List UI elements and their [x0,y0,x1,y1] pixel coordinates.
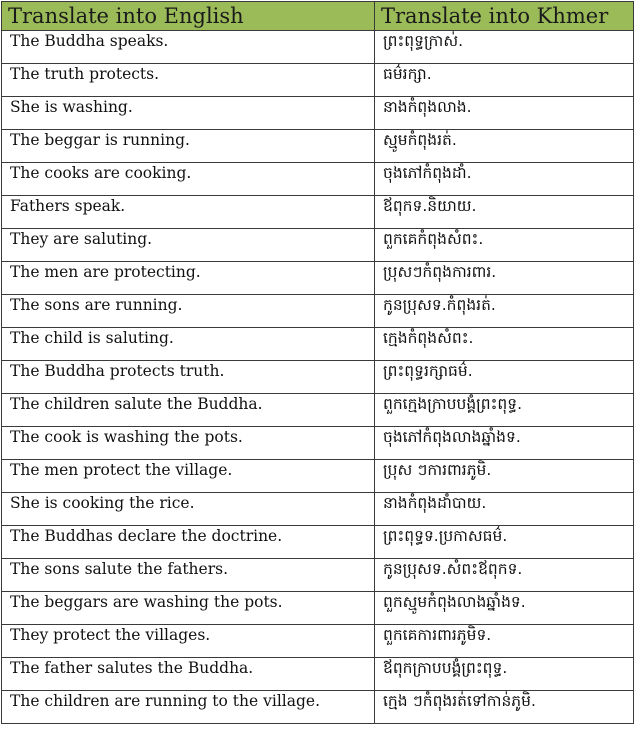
translation-table [1,1,634,724]
english-sentence: They are saluting. [2,229,375,262]
table-header [2,2,634,31]
english-sentence: She is washing. [2,97,375,130]
english-sentence: The cooks are cooking. [2,163,375,196]
english-sentence: She is cooking the rice. [2,493,375,526]
table-row [2,559,634,592]
khmer-sentence: ចុងភៅកំពុងដាំ. [375,163,634,196]
english-sentence: The children salute the Buddha. [2,394,375,427]
table-row [2,361,634,394]
table-row [2,691,634,724]
khmer-sentence: ពួកគេការពារភូមិទ. [375,625,634,658]
table-row [2,163,634,196]
english-sentence: The cook is washing the pots. [2,427,375,460]
english-sentence: The children are running to the village. [2,691,375,724]
khmer-sentence: ឪពុកក្រាបបង្គំព្រះពុទ្ធ. [375,658,634,691]
table-body [2,31,634,724]
khmer-sentence: នាងកំពុងលាង. [375,97,634,130]
table-row [2,526,634,559]
english-sentence: The truth protects. [2,64,375,97]
table-row [2,493,634,526]
khmer-sentence: ចុងភៅកំពុងលាងឆ្នាំងទ. [375,427,634,460]
khmer-sentence: ស្មូមកំពុងរត់. [375,130,634,163]
khmer-sentence: ប្រុសៗកំពុងការពារ. [375,262,634,295]
english-sentence: The beggar is running. [2,130,375,163]
table-row [2,196,634,229]
khmer-sentence: ពួកក្មេងក្រាបបង្គំព្រះពុទ្ធ. [375,394,634,427]
table-row [2,64,634,97]
table-row [2,262,634,295]
english-sentence: Fathers speak. [2,196,375,229]
khmer-sentence: ក្មេង ៗកំពុងរត់ទៅកាន់ភូមិ. [375,691,634,724]
english-sentence: The men protect the village. [2,460,375,493]
khmer-sentence: ក្មេងកំពុងសំពះ. [375,328,634,361]
table-row [2,229,634,262]
english-sentence: The sons are running. [2,295,375,328]
english-sentence: The Buddha protects truth. [2,361,375,394]
khmer-sentence: ប្រុស ៗការពារភូមិ. [375,460,634,493]
table-row [2,97,634,130]
khmer-sentence: នាងកំពុងដាំបាយ. [375,493,634,526]
english-sentence: They protect the villages. [2,625,375,658]
table-row [2,31,634,64]
english-sentence: The father salutes the Buddha. [2,658,375,691]
khmer-sentence: ព្រះពុទ្ធក្រាស់. [375,31,634,64]
english-sentence: The child is saluting. [2,328,375,361]
table-row [2,625,634,658]
header-english: Translate into English [2,2,375,31]
english-sentence: The Buddhas declare the doctrine. [2,526,375,559]
english-sentence: The beggars are washing the pots. [2,592,375,625]
table-row [2,295,634,328]
khmer-sentence: កូនប្រុសទ.សំពះឪពុកទ. [375,559,634,592]
header-row [2,2,634,31]
khmer-sentence: ពួកស្មូមកំពុងលាងឆ្នាំងទ. [375,592,634,625]
khmer-sentence: ឪពុកទ.និយាយ. [375,196,634,229]
english-sentence: The sons salute the fathers. [2,559,375,592]
table-row [2,592,634,625]
english-sentence: The Buddha speaks. [2,31,375,64]
khmer-sentence: ធម៌រក្សា. [375,64,634,97]
english-sentence: The men are protecting. [2,262,375,295]
khmer-sentence: ព្រះពុទ្ធរក្សាធម៌. [375,361,634,394]
header-khmer: Translate into Khmer [375,2,634,31]
table-row [2,394,634,427]
table-row [2,130,634,163]
khmer-sentence: ព្រះពុទ្ធទ.ប្រកាសធម៌. [375,526,634,559]
khmer-sentence: ពួកគេកំពុងសំពះ. [375,229,634,262]
table-row [2,427,634,460]
khmer-sentence: កូនប្រុសទ.កំពុងរត់. [375,295,634,328]
table-row [2,328,634,361]
table-row [2,658,634,691]
table-row [2,460,634,493]
